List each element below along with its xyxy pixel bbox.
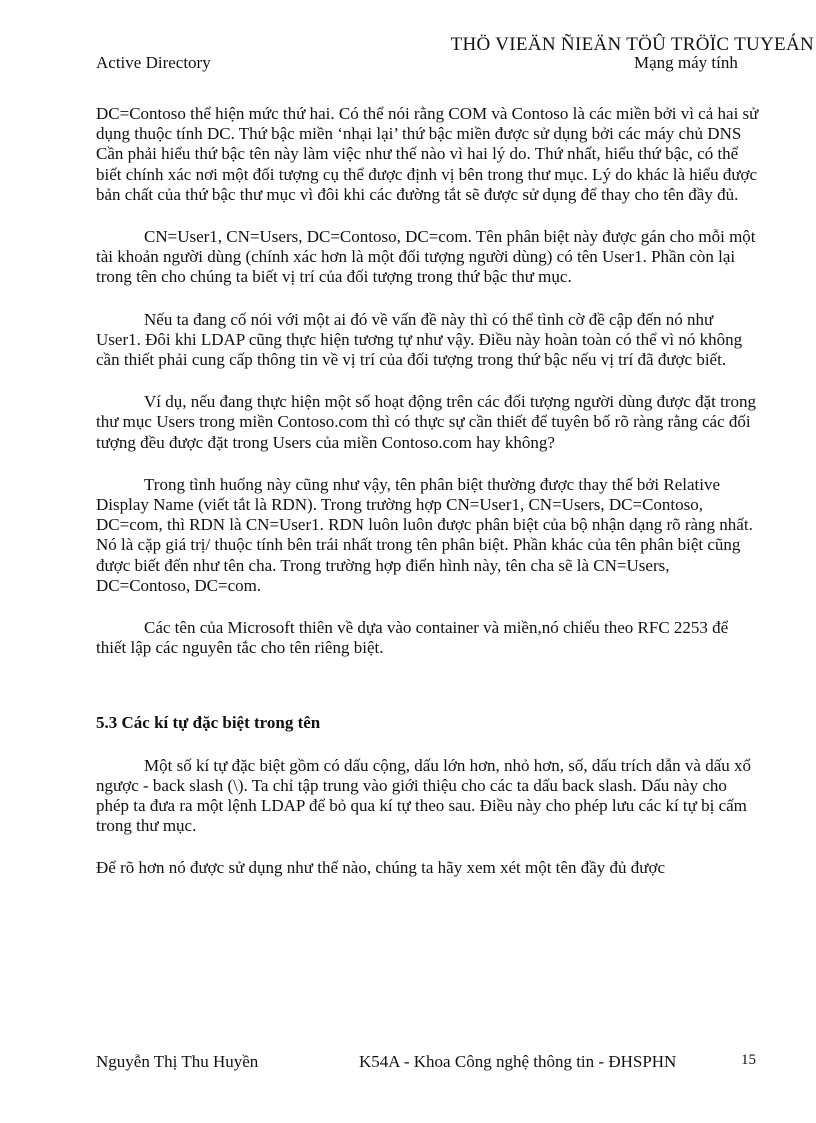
header-doc-title: Active Directory [96, 53, 211, 72]
paragraph: Cần phải hiểu thứ bậc tên này làm việc như thế nào vì hai lý do. Thứ nhất, hiểu thứ bậc, có thể biết chính xác nơi một đối tượng cụ thể được định vị bên trong thư mục. Lý do khác là hiểu được bản chất của thứ bậc thư mục vì đôi khi các đường tắt sẽ được sử dụng để thay cho tên đầy đủ. [96, 144, 758, 204]
paragraph: Các tên của Microsoft thiên về dựa vào container và miền,nó chiếu theo RFC 2253 để thiết lập các nguyên tắc cho tên riêng biệt. [96, 618, 729, 658]
page-body [96, 104, 762, 901]
footer-author: Nguyễn Thị Thu Huyền [96, 1052, 259, 1071]
paragraph: Để rõ hơn nó được sử dụng như thế nào, chúng ta hãy xem xét một tên đầy đủ được [96, 858, 665, 878]
paragraph: CN=User1, CN=Users, DC=Contoso, DC=com. Tên phân biệt này được gán cho mỗi một tài khoản người dùng (chính xác hơn là một đối tượng người dùng) có tên User1. Phần còn lại trong tên cho chúng ta biết vị trí của đối tượng trong thứ bậc thư mục. [96, 227, 756, 287]
page-number: 15 [741, 1052, 756, 1068]
library-watermark: THÖ VIEÄN ÑIEÄN TÖÛ TRÖÏC TUYEÁN [450, 34, 814, 55]
header-subject: Mạng máy tính [634, 53, 738, 72]
paragraph: Ví dụ, nếu đang thực hiện một số hoạt động trên các đối tượng người dùng được đặt trong thư mục Users trong miền Contoso.com thì có thực sự cần thiết để tuyên bố rõ ràng rằng các đối tượng đều được đặt trong Users của miền Contoso.com hay không? [96, 392, 756, 452]
paragraph: DC=Contoso thể hiện mức thứ hai. Có thể nói rằng COM và Contoso là các miền bởi vì cả hai sử dụng thuộc tính DC. Thứ bậc miền ‘nhại lại’ thứ bậc miền được sử dụng bởi các máy chủ DNS [96, 104, 759, 144]
paragraph: Một số kí tự đặc biệt gồm có dấu cộng, dấu lớn hơn, nhỏ hơn, số, dấu trích dẫn và dấu xổ ngược - back slash (\). Ta chỉ tập trung vào giới thiệu cho các ta dấu back slash. Dấu này cho phép ta đưa ra một lệnh LDAP để bỏ qua kí tự theo sau. Điều này cho phép lưu các kí tự bị cấm trong thư mục. [96, 755, 751, 836]
paragraph: Trong tình huống này cũng như vậy, tên phân biệt thường được thay thế bởi Relative Display Name (viết tắt là RDN). Trong trường hợp CN=User1, CN=Users, DC=Contoso, DC=com, thì RDN là CN=User1. RDN luôn luôn được phân biệt của bộ nhận dạng rõ ràng nhất. Nó là cặp giá trị/ thuộc tính bên trái nhất trong tên phân biệt. Phần khác của tên phân biệt cũng được biết đến như tên cha. Trong trường hợp điển hình này, tên cha sẽ là CN=Users, DC=Contoso, DC=com. [96, 474, 753, 595]
paragraph: Nếu ta đang cố nói với một ai đó về vấn đề này thì có thể tình cờ đề cập đến nó như User1. Đôi khi LDAP cũng thực hiện tương tự như vậy. Điều này hoàn toàn có thể vì nó không cần thiết phải cung cấp thông tin về vị trí của đối tượng trong thứ bậc nếu vị trí đã được biết. [96, 309, 743, 370]
footer-institution: K54A - Khoa Công nghệ thông tin - ĐHSPHN [359, 1052, 677, 1071]
section-heading: 5.3 Các kí tự đặc biệt trong tên [96, 713, 321, 733]
